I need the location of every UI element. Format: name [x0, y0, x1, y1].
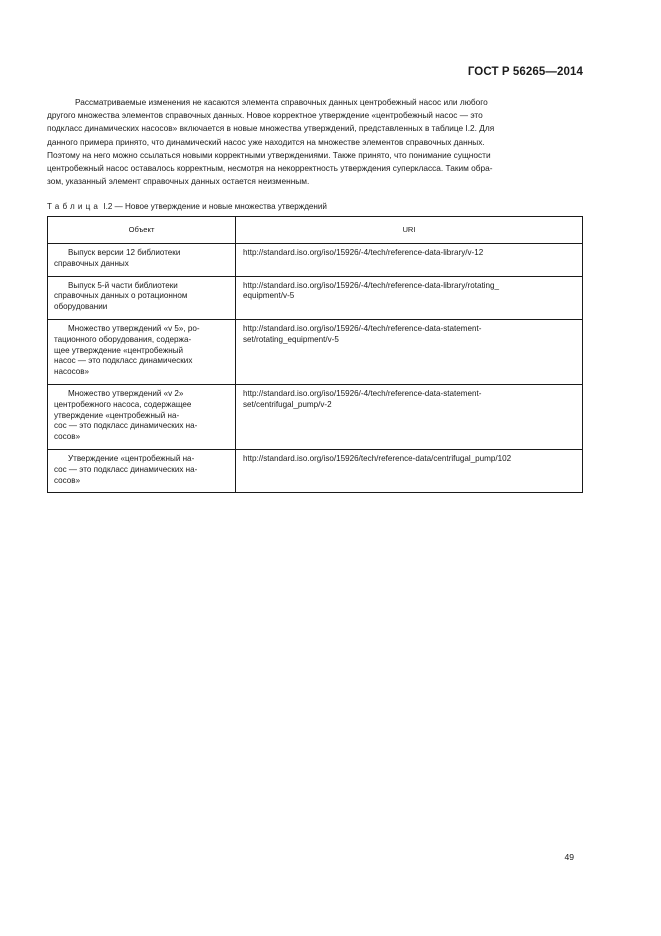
table-row	[48, 319, 583, 384]
table-caption-label: Таблица	[47, 202, 102, 211]
body-paragraph	[47, 96, 582, 188]
object-cell	[48, 276, 236, 319]
table-header-row	[48, 217, 583, 244]
object-line: тационного оборудования, содержа-	[54, 334, 192, 344]
table-row	[48, 244, 583, 277]
object-line: щее утверждение «центробежный	[54, 345, 184, 355]
object-line: сосов»	[54, 475, 81, 485]
paragraph-line: данного примера принято, что динамический насос уже находится на множестве элементов справочных данных.	[47, 136, 485, 147]
paragraph-line: зом, указанный элемент справочных данных остается неизменным.	[47, 176, 310, 187]
uri-cell	[236, 449, 583, 492]
table-caption-text: I.2 — Новое утверждение и новые множества утверждений	[103, 202, 327, 211]
uri-cell	[236, 384, 583, 449]
uri-cell	[236, 276, 583, 319]
uri-line: http://standard.iso.org/iso/15926/tech/reference-data/centrifugal_pump/102	[243, 453, 512, 463]
uri-line: http://standard.iso.org/iso/15926/-4/tech/reference-data-library/rotating_	[243, 280, 499, 290]
paragraph-line: Рассматриваемые изменения не касаются элемента справочных данных центробежный насос или любого	[75, 97, 488, 107]
table-caption	[47, 201, 327, 212]
uri-line: equipment/v-5	[243, 291, 295, 301]
object-line: сос — это подкласс динамических на-	[54, 421, 198, 431]
object-cell	[48, 244, 236, 277]
object-line: сос — это подкласс динамических на-	[54, 464, 198, 474]
object-line: справочных данных о ротационном	[54, 291, 188, 301]
table-row	[48, 449, 583, 492]
object-line: сосов»	[54, 432, 81, 442]
object-cell	[48, 384, 236, 449]
object-line: Выпуск версии 12 библиотеки	[68, 248, 181, 257]
object-line: оборудовании	[54, 302, 108, 312]
page-number: 49	[564, 852, 574, 862]
object-line: насос — это подкласс динамических	[54, 356, 193, 366]
header-uri: URI	[236, 217, 583, 244]
uri-line: http://standard.iso.org/iso/15926/-4/tech/reference-data-library/v-12	[243, 248, 484, 257]
object-line: утверждение «центробежный на-	[54, 410, 180, 420]
object-line: справочных данных	[54, 258, 129, 268]
paragraph-line: Поэтому на него можно ссылаться новыми корректными утверждениями. Также принято, что понимание сущности	[47, 149, 491, 160]
uri-line: set/rotating_equipment/v-5	[243, 334, 339, 344]
document-id-header: ГОСТ Р 56265—2014	[467, 66, 583, 78]
object-line: Множество утверждений «v 5», ро-	[68, 323, 200, 333]
header-object: Объект	[48, 217, 236, 244]
table-row	[48, 276, 583, 319]
paragraph-line: подкласс динамических насосов» включается в новые множества утверждений, представленных в таблице I.2. Для	[47, 123, 495, 134]
statements-table	[47, 216, 583, 493]
uri-cell	[236, 319, 583, 384]
uri-line: http://standard.iso.org/iso/15926/-4/tech/reference-data-statement-	[243, 388, 482, 398]
uri-line: set/centrifugal_pump/v-2	[243, 399, 332, 409]
object-cell	[48, 319, 236, 384]
object-line: Утверждение «центробежный на-	[68, 453, 195, 463]
paragraph-line: центробежный насос оставалось корректным, несмотря на некорректность утверждения суперкласса. Таким обра-	[47, 163, 493, 174]
uri-line: http://standard.iso.org/iso/15926/-4/tech/reference-data-statement-	[243, 323, 482, 333]
object-line: насосов»	[54, 367, 90, 377]
table-row	[48, 384, 583, 449]
object-line: Множество утверждений «v 2»	[68, 388, 184, 398]
uri-cell	[236, 244, 583, 277]
object-cell	[48, 449, 236, 492]
paragraph-line: другого множества элементов справочных данных. Новое корректное утверждение «центробежный насос — это	[47, 110, 483, 121]
object-line: Выпуск 5-й части библиотеки	[68, 280, 178, 290]
object-line: центробежного насоса, содержащее	[54, 399, 192, 409]
